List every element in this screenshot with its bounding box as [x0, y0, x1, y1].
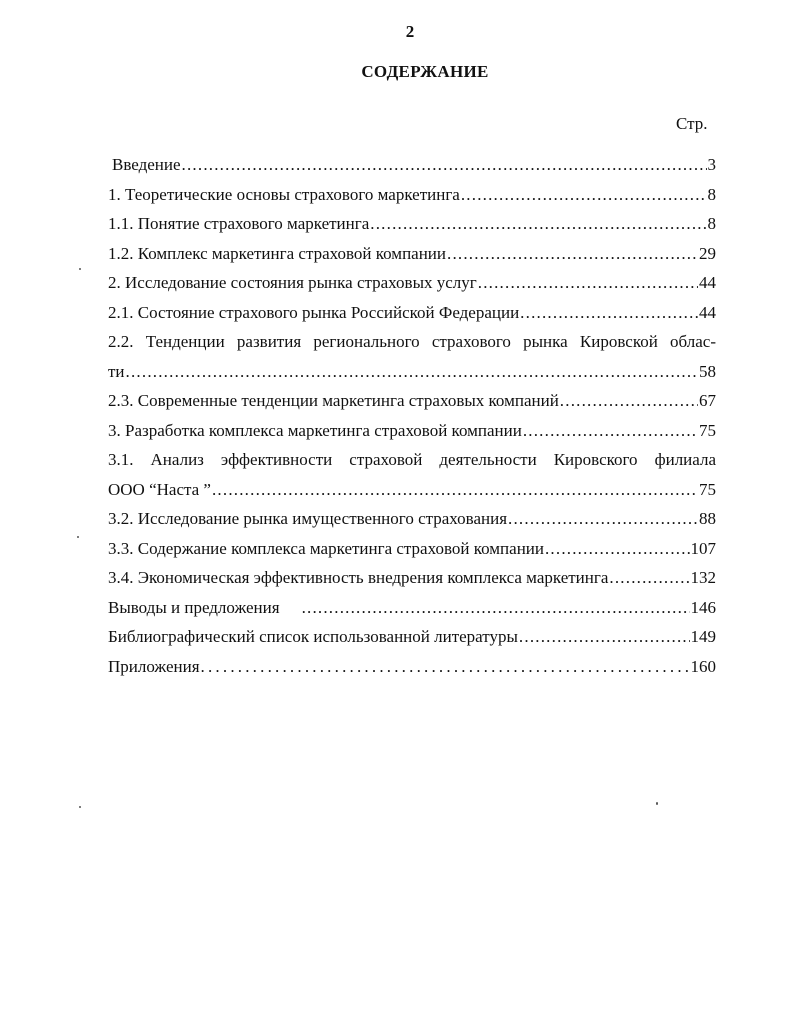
toc-entry-3[interactable]: 3. Разработка комплекса маркетинга страховой компании ..... 75 [108, 416, 716, 446]
toc-entry-bibliography[interactable]: Библиографический список использованной литературы ..... 149 [108, 622, 716, 652]
page-title: СОДЕРЖАНИЕ [361, 62, 489, 81]
toc-entry-appendices[interactable]: Приложения ..... 160 [108, 652, 716, 682]
toc-entry-1-2[interactable]: 1.2. Комплекс маркетинга страховой компании ..... 29 [108, 239, 716, 269]
page-column-label: Стр. [676, 114, 708, 133]
toc-entry-2[interactable]: 2. Исследование состояния рынка страховых услуг ..... 44 [108, 268, 716, 298]
toc-entry-introduction[interactable]: Введение ..... 3 [108, 150, 716, 180]
toc-entry-1-1[interactable]: 1.1. Понятие страхового маркетинга ..... 8 [108, 209, 716, 239]
scan-speck [79, 268, 81, 270]
toc-entry-3-2[interactable]: 3.2. Исследование рынка имущественного страхования ..... 88 [108, 504, 716, 534]
scan-speck [77, 536, 79, 538]
table-of-contents [108, 150, 716, 681]
toc-entry-3-4[interactable]: 3.4. Экономическая эффективность внедрения комплекса маркетинга ..... 132 [108, 563, 716, 593]
page-number: 2 [405, 22, 415, 41]
toc-entry-2-2-line1: 2.2. Тенденции развития регионального страхового рынка Кировской облас- [108, 332, 716, 351]
scan-speck [79, 806, 81, 808]
toc-entry-2-2[interactable]: 2.2. Тенденции развития регионального страхового рынка Кировской облас- ти ..... 58 [108, 327, 716, 386]
toc-entry-3-3[interactable]: 3.3. Содержание комплекса маркетинга страховой компании ..... 107 [108, 534, 716, 564]
toc-entry-conclusions[interactable]: Выводы и предложения ..... 146 [108, 593, 716, 623]
scan-speck [656, 802, 658, 805]
toc-entry-2-3[interactable]: 2.3. Современные тенденции маркетинга страховых компаний ..... 67 [108, 386, 716, 416]
toc-entry-3-1[interactable]: 3.1. Анализ эффективности страховой деятельности Кировского филиала ООО “Наста ” ..... 75 [108, 445, 716, 504]
toc-entry-3-1-line1: 3.1. Анализ эффективности страховой деятельности Кировского филиала [108, 450, 716, 469]
toc-entry-2-1[interactable]: 2.1. Состояние страхового рынка Российской Федерации ..... 44 [108, 298, 716, 328]
toc-entry-1[interactable]: 1. Теоретические основы страхового маркетинга ..... 8 [108, 180, 716, 210]
